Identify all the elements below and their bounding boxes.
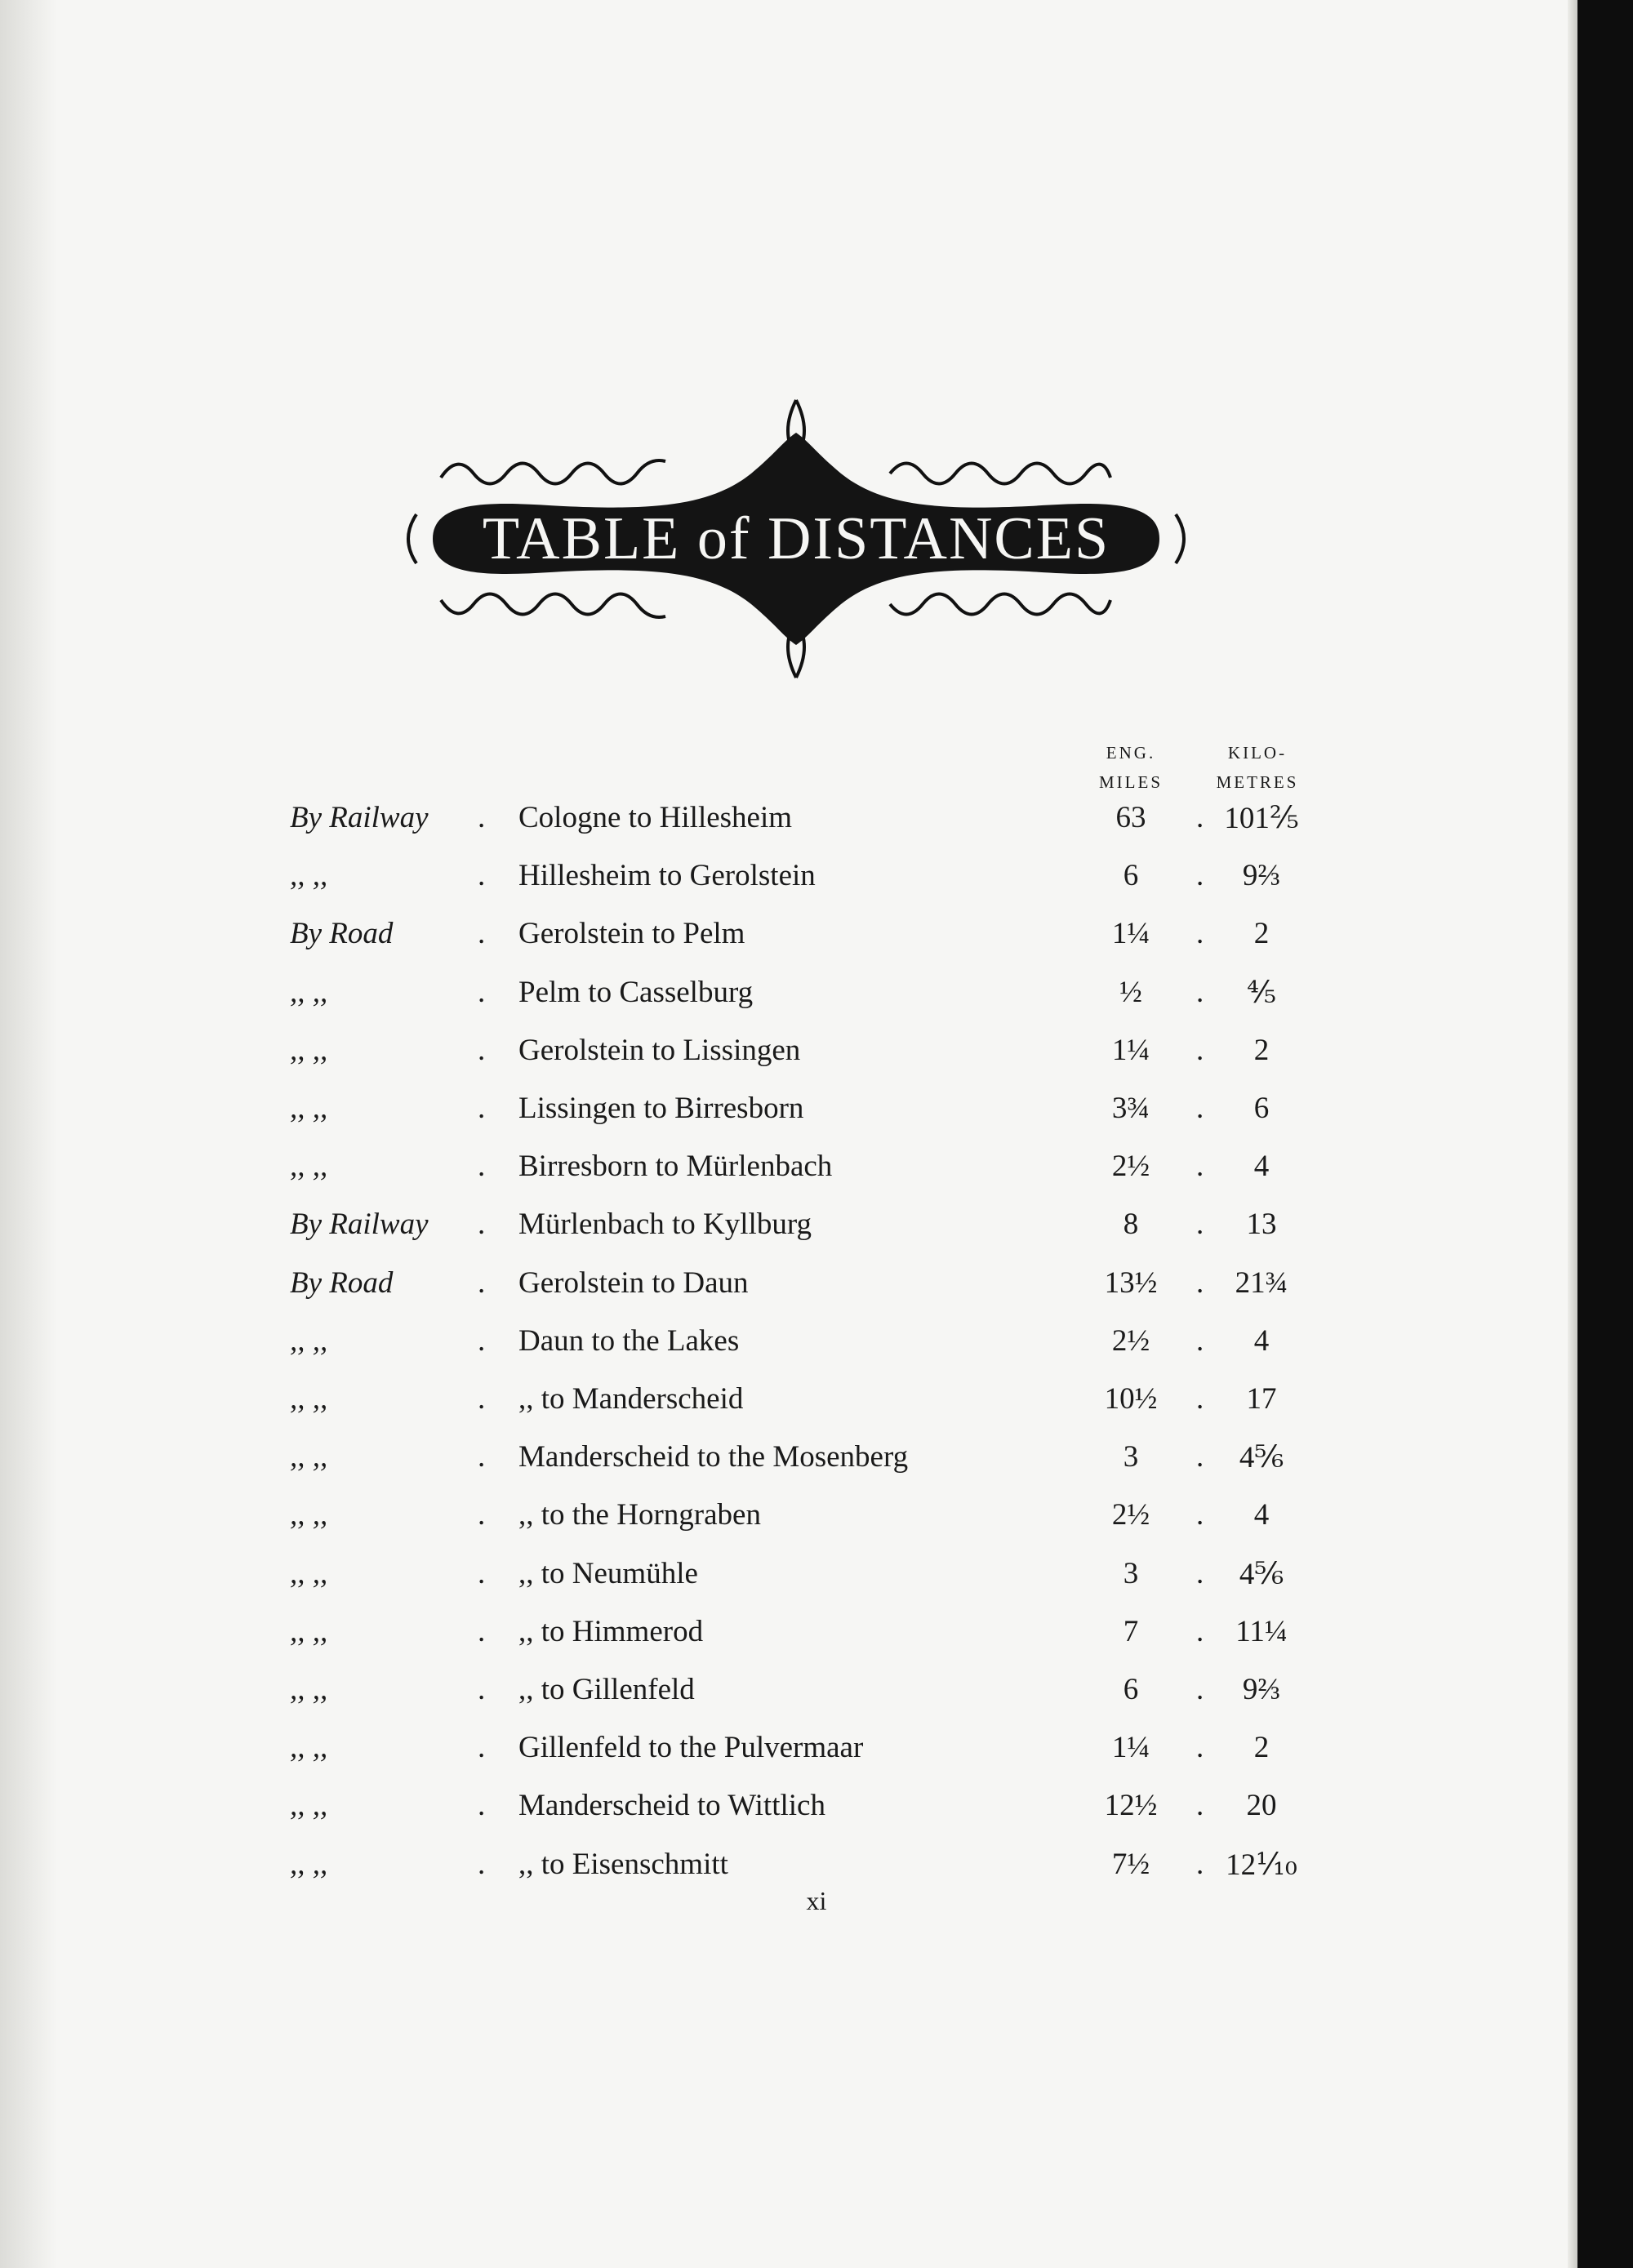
- leader-dot: .: [478, 1556, 486, 1590]
- table-row: [0, 858, 1633, 907]
- table-row: [0, 1439, 1633, 1488]
- distance-miles: 8: [1123, 1207, 1139, 1242]
- leader-dot: .: [478, 1150, 486, 1184]
- route: ,, to the Horngraben: [518, 1498, 761, 1532]
- table-row: [0, 1381, 1633, 1430]
- route: Mürlenbach to Kyllburg: [518, 1207, 812, 1242]
- distance-miles: 7½: [1111, 1847, 1150, 1881]
- leader-dot: .: [1196, 1673, 1204, 1706]
- distance-miles: 2½: [1111, 1498, 1150, 1532]
- leader-dot: .: [1196, 1207, 1204, 1242]
- travel-mode: By Road: [290, 1265, 394, 1300]
- leader-dot: .: [1196, 859, 1204, 893]
- travel-mode: By Railway: [290, 801, 429, 834]
- distance-miles: 12½: [1104, 1789, 1158, 1823]
- page-title: TABLE of DISTANCES: [482, 505, 1110, 572]
- distance-km: 2: [1253, 917, 1270, 951]
- route: Hillesheim to Gerolstein: [518, 859, 816, 893]
- leader-dot: .: [1196, 1614, 1204, 1648]
- column-header-kilometres: KILO- METRES: [1216, 743, 1299, 792]
- distance-km: 4: [1253, 1498, 1270, 1532]
- travel-mode: ,, ,,: [290, 1323, 328, 1358]
- distance-km: 4⅚: [1239, 1557, 1284, 1591]
- travel-mode: ,, ,,: [290, 1673, 328, 1706]
- table-row: [0, 975, 1633, 1024]
- table-row: [0, 1091, 1633, 1140]
- table-row: [0, 916, 1633, 965]
- route: ,, to Manderscheid: [518, 1382, 744, 1416]
- route: Gillenfeld to the Pulvermaar: [518, 1731, 864, 1765]
- route: ,, to Neumühle: [518, 1556, 698, 1590]
- distance-km: 4⅚: [1239, 1441, 1284, 1475]
- route: Birresborn to Mürlenbach: [518, 1150, 833, 1184]
- distance-km: 20: [1246, 1789, 1277, 1823]
- travel-mode: ,, ,,: [290, 859, 328, 893]
- table-row: [0, 1033, 1633, 1082]
- travel-mode: ,, ,,: [290, 1789, 328, 1823]
- travel-mode: By Railway: [290, 1207, 429, 1242]
- travel-mode: ,, ,,: [290, 1150, 328, 1184]
- leader-dot: .: [1196, 1847, 1204, 1881]
- leader-dot: .: [1196, 1498, 1204, 1532]
- leader-dot: .: [478, 1440, 486, 1474]
- distance-km: 4: [1253, 1150, 1270, 1184]
- leader-dot: .: [1196, 1150, 1204, 1184]
- leader-dot: .: [1196, 1092, 1204, 1125]
- travel-mode: ,, ,,: [290, 1382, 328, 1416]
- leader-dot: .: [478, 1614, 486, 1648]
- distance-miles: 10½: [1104, 1382, 1158, 1416]
- leader-dot: .: [478, 1092, 486, 1125]
- distance-km: 17: [1246, 1382, 1277, 1416]
- distance-km: 9⅔: [1242, 1673, 1281, 1706]
- table-row: [0, 1556, 1633, 1605]
- leader-dot: .: [1196, 1731, 1204, 1765]
- leader-dot: .: [478, 1207, 486, 1242]
- distance-miles: 1¼: [1111, 917, 1150, 951]
- distance-miles: 63: [1115, 801, 1146, 834]
- leader-dot: .: [1196, 1033, 1204, 1067]
- distance-miles: 3¾: [1111, 1092, 1150, 1125]
- travel-mode: ,, ,,: [290, 1033, 328, 1067]
- distance-miles: 1¼: [1111, 1731, 1150, 1765]
- distance-km: 2: [1253, 1731, 1270, 1765]
- distance-miles: 7: [1123, 1614, 1139, 1648]
- route: Cologne to Hillesheim: [518, 801, 793, 834]
- route: Daun to the Lakes: [518, 1323, 740, 1358]
- distance-miles: 2½: [1111, 1150, 1150, 1184]
- leader-dot: .: [478, 1731, 486, 1765]
- distance-miles: 6: [1123, 859, 1139, 893]
- leader-dot: .: [478, 975, 486, 1009]
- distance-km: 101⅖: [1224, 802, 1299, 835]
- distance-km: 21¾: [1235, 1265, 1288, 1300]
- leader-dot: .: [1196, 1556, 1204, 1590]
- leader-dot: .: [1196, 1382, 1204, 1416]
- table-row: [0, 1265, 1633, 1314]
- leader-dot: .: [478, 1265, 486, 1300]
- column-header-miles: ENG. MILES: [1099, 743, 1163, 792]
- leader-dot: .: [478, 1673, 486, 1706]
- table-row: [0, 1497, 1633, 1546]
- travel-mode: ,, ,,: [290, 1614, 328, 1648]
- travel-mode: ,, ,,: [290, 975, 328, 1009]
- leader-dot: .: [478, 1323, 486, 1358]
- distance-km: 2: [1253, 1033, 1270, 1067]
- leader-dot: .: [1196, 917, 1204, 951]
- distance-km: 13: [1246, 1207, 1277, 1242]
- table-row: [0, 1207, 1633, 1256]
- table-row: [0, 1672, 1633, 1721]
- distance-km: ⅘: [1247, 976, 1276, 1010]
- route: Lissingen to Birresborn: [518, 1092, 804, 1125]
- table-row: [0, 1730, 1633, 1779]
- route: ,, to Eisenschmitt: [518, 1847, 728, 1881]
- table-row: [0, 1323, 1633, 1372]
- table-row: [0, 1614, 1633, 1663]
- route: Gerolstein to Lissingen: [518, 1033, 801, 1067]
- table-row: [0, 800, 1633, 849]
- distance-miles: 6: [1123, 1673, 1139, 1706]
- travel-mode: ,, ,,: [290, 1498, 328, 1532]
- route: ,, to Gillenfeld: [518, 1673, 695, 1706]
- route: ,, to Himmerod: [518, 1614, 704, 1648]
- route: Gerolstein to Pelm: [518, 917, 745, 951]
- table-row: [0, 1149, 1633, 1198]
- route: Manderscheid to the Mosenberg: [518, 1440, 909, 1474]
- leader-dot: .: [478, 1847, 486, 1881]
- leader-dot: .: [478, 1498, 486, 1532]
- route: Gerolstein to Daun: [518, 1265, 749, 1300]
- leader-dot: .: [1196, 801, 1204, 834]
- leader-dot: .: [1196, 1265, 1204, 1300]
- leader-dot: .: [478, 859, 486, 893]
- route: Pelm to Casselburg: [518, 975, 754, 1009]
- page-number: xi: [806, 1886, 827, 1915]
- distance-miles: 13½: [1104, 1265, 1158, 1300]
- distance-miles: 2½: [1111, 1323, 1150, 1358]
- leader-dot: .: [478, 917, 486, 951]
- distance-miles: 3: [1123, 1556, 1139, 1590]
- travel-mode: ,, ,,: [290, 1847, 328, 1881]
- distance-miles: ½: [1119, 975, 1142, 1009]
- leader-dot: .: [1196, 975, 1204, 1009]
- travel-mode: ,, ,,: [290, 1092, 328, 1125]
- table-row: [0, 1788, 1633, 1837]
- distance-km: 11¼: [1235, 1614, 1288, 1648]
- leader-dot: .: [478, 1789, 486, 1823]
- route: Manderscheid to Wittlich: [518, 1789, 825, 1823]
- leader-dot: .: [1196, 1789, 1204, 1823]
- leader-dot: .: [478, 1382, 486, 1416]
- distance-km: 12⅒: [1226, 1848, 1297, 1882]
- distance-km: 9⅔: [1242, 859, 1281, 893]
- travel-mode: ,, ,,: [290, 1556, 328, 1590]
- travel-mode: ,, ,,: [290, 1440, 328, 1474]
- travel-mode: By Road: [290, 917, 394, 951]
- ornament-banner-icon: [384, 384, 1208, 694]
- distance-km: 4: [1253, 1323, 1270, 1358]
- leader-dot: .: [1196, 1323, 1204, 1358]
- title-banner: [384, 384, 1208, 694]
- leader-dot: .: [1196, 1440, 1204, 1474]
- distance-miles: 3: [1123, 1440, 1139, 1474]
- leader-dot: .: [478, 801, 486, 834]
- distance-km: 6: [1253, 1092, 1270, 1125]
- travel-mode: ,, ,,: [290, 1731, 328, 1765]
- leader-dot: .: [478, 1033, 486, 1067]
- distance-miles: 1¼: [1111, 1033, 1150, 1067]
